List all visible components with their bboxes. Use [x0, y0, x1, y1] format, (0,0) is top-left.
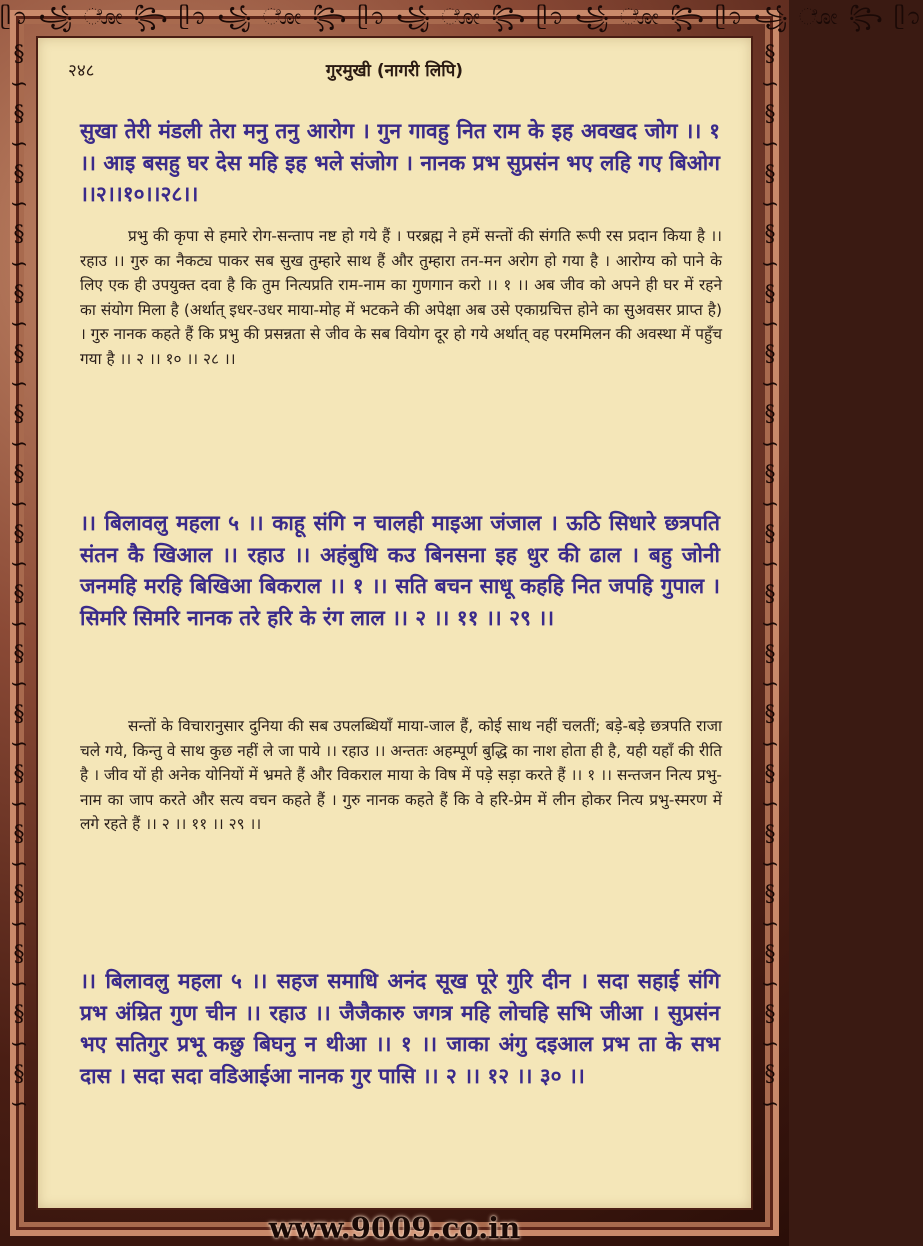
scripture-page: [38, 38, 751, 1208]
gurbani-verse-1: सुखा तेरी मंडली तेरा मनु तनु आरोग । गुन गावहु नित राम के इह अवखद जोग ।। १ ।। आइ बसहु घर देस महि इह भले संजोग । नानक प्रभ सुप्रसंन भए लहि गए बिओग ।।२।।१०।।२८।।: [80, 119, 720, 206]
translation-2: सन्तों के विचारानुसार दुनिया की सब उपलब्धियाँ माया-जाल हैं, कोई साथ नहीं चलतीं; बड़े-बड़े छत्रपति राजा चले गये, किन्तु वे साथ कुछ नहीं ले जा पाये ।। रहाउ ।। अन्ततः अहम्पूर्ण बुद्धि का नाश होता ही है, यही यहाँ की रीति है । जीव यों ही अनेक योनियों में भ्रमते हैं और विकराल माया के विष में पड़े सड़ा करते हैं ।। १ ।। सन्तजन नित्य प्रभु-नाम का जाप करते और सत्य वचन कहते हैं । गुरु नानक कहते हैं कि वे हरि-प्रेम में लीन होकर नित्य प्रभु-स्मरण में लगे रहते हैं ।। २ ।। ११ ।। २९ ।।: [80, 717, 722, 833]
page-header: [38, 58, 751, 88]
translation-1: प्रभु की कृपा से हमारे रोग-सन्ताप नष्ट हो गये हैं । परब्रह्म ने हमें सन्तों की संगति रूपी रस प्रदान किया है ।। रहाउ ।। गुरु का नैकट्य पाकर सब सुख तुम्हारे साथ हैं और तुम्हारा तन-मन अरोग हो गया है । आरोग्य को पाने के लिए एक ही उपयुक्त दवा है कि तुम नित्यप्रति राम-नाम का गुणगान करो ।। १ ।। अब जीव को अपने ही घर में रहने का संयोग मिला है (अर्थात् इधर-उधर माया-मोह में भटकने की अपेक्षा अब उसे एकाग्रचित्त होने का सुअवसर प्राप्त है) । गुरु नानक कहते हैं कि प्रभु की प्रसन्नता से जीव के सब वियोग दूर हो गये अर्थात् वह परममिलन की अवस्था में पहुँच गया है ।। २ ।। १० ।। २८ ।।: [80, 227, 722, 368]
website-link[interactable]: www.9009.co.in: [268, 1211, 521, 1245]
right-scroll-ornament: § ∽ § ∽ § ∽ § ∽ § ∽ § ∽ § ∽ § ∽ § ∽ § ∽ § ∽ § ∽ § ∽ § ∽ § ∽ § ∽ § ∽ § ∽: [760, 42, 780, 1117]
left-scroll-ornament: § ∽ § ∽ § ∽ § ∽ § ∽ § ∽ § ∽ § ∽ § ∽ § ∽ § ∽ § ∽ § ∽ § ∽ § ∽ § ∽ § ∽ § ∽: [9, 42, 29, 1117]
running-title: गुरमुखी (नागरी लिपि): [325, 61, 464, 81]
top-scroll-ornament: ᥫ᭡ ꧁ ೋ ꧂ ᥫ᭡ ꧁ ೋ ꧂ ᥫ᭡ ꧁ ೋ ꧂ ᥫ᭡ ꧁ ೋ ꧂ ᥫ᭡ ꧁ ೋ ꧂ ᥫ᭡: [0, 5, 923, 30]
gurbani-verse-3: ।। बिलावलु महला ५ ।। सहज समाधि अनंद सूख पूरे गुरि दीन । सदा सहाई संगि प्रभ अंम्रित गुण चीन ।। रहाउ ।। जैजैकारु जगत्र महि लोचहि सभि जीआ । सुप्रसंन भए सतिगुर प्रभू कछु बिघनु न थीआ ।। १ ।। जाका अंगु दइआल प्रभ ता के सभ दास । सदा सदा वडिआईआ नानक गुर पासि ।। २ ।। १२ ।। ३० ।।: [80, 969, 720, 1088]
gurbani-verse-2: ।। बिलावलु महला ५ ।। काहू संगि न चालही माइआ जंजाल । ऊठि सिधारे छत्रपति संतन कै खिआल ।। रहाउ ।। अहंबुधि कउ बिनसना इह धुर की ढाल । बहु जोनी जनमहि मरहि बिखिआ बिकराल ।। १ ।। सति बचन साधू कहहि नित जपहि गुपाल । सिमरि सिमरि नानक तरे हरि के रंग लाल ।। २ ।। ११ ।। २९ ।।: [80, 511, 720, 630]
page-number: २४८: [68, 61, 95, 81]
